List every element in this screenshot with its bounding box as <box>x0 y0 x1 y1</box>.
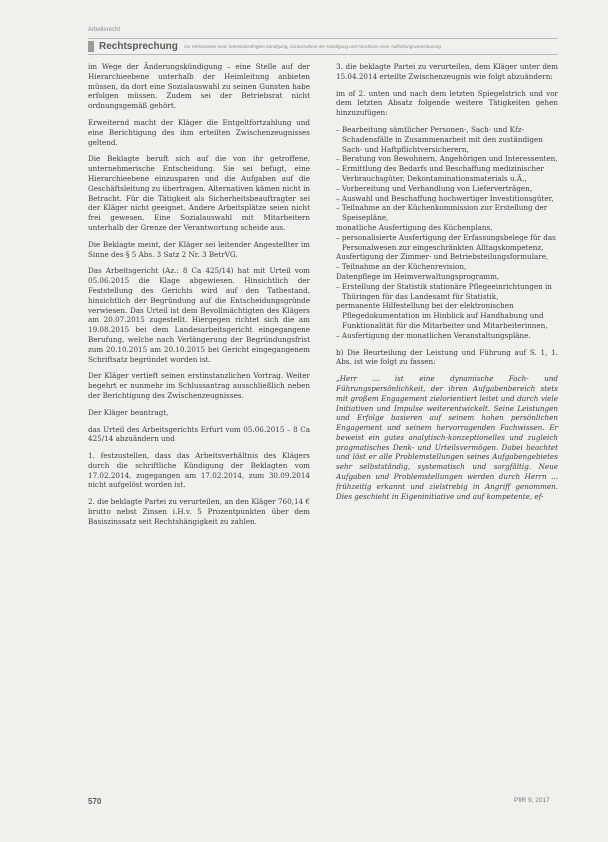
list-item: – Teilnahme an der Küchenkommission zur Erstellung der Speisepläne, <box>336 203 548 223</box>
section-subtitle: Zur Wirksamkeit einer betriebsbedingten Kündigung, Zurücknahme der Kündigung und Abschluss einer Aufhebungsvereinbarung <box>183 44 441 49</box>
paragraph: 1. festzustellen, dass das Arbeitsverhältnis des Klägers durch die schriftliche Kündigung der Beklagten vom 17.02.2014, zugegangen am 17.02.2014, zum 30.09.2014 nicht aufgelöst worden ist. <box>88 451 310 490</box>
list-item: – Auswahl und Beschaffung hochwertiger Investitionsgüter, <box>336 193 554 203</box>
paragraph: Die Beklagte beruft sich auf die von ihr getroffene, unternehmerische Entscheidung. Sie sei befugt, eine Hierarchieebene einzusparen und die Aufgaben auf die Geschäftsleitung zu übertragen. Alternativen kämen nicht in Betracht. Für die Tätigkeit als Sicherheitsbeauftragter sei der Kläger nicht geeignet. Andere Arbeitsplätze seien nicht frei gewesen. Eine Sozialauswahl mit Mitarbeitern unterhalb der Grenze der Verantwortung scheide aus. <box>88 154 310 232</box>
paragraph: b) Die Beurteilung der Leistung und Führung auf S. 1, 1. Abs. ist wie folgt zu fassen: <box>336 347 558 367</box>
list-item: permanente Hilfestellung bei der elektronischen Pflegedokumentation im Hinblick auf Handhabung und Funktionalität für die Mitarbeiter und Mitarbeiterinnen, <box>336 301 548 330</box>
list-item: – Erstellung der Statistik stationäre Pflegeeinrichtungen in Thüringen für das Landesamt für Statistik, <box>336 281 552 301</box>
list-item: – Ausfertigung der monatlichen Veranstaltungspläne. <box>336 330 531 340</box>
section-header <box>88 38 558 55</box>
list-item: – Ermittlung des Bedarfs und Beschaffung medizinischer Verbrauchsgüter, Dekontaminationsmaterials u.Ä., <box>336 164 544 183</box>
paragraph: 3. die beklagte Partei zu verurteilen, dem Kläger unter dem 15.04.2014 erteilte Zwischenzeugnis wie folgt abzuändern: <box>336 62 558 81</box>
paragraph: Die Beklagte meint, der Kläger sei leitender Angestellter im Sinne des § 5 Abs. 3 Satz 2 Nr. 3 BetrVG. <box>88 239 310 259</box>
journal-reference: PflR 9, 2017 <box>514 797 550 804</box>
running-head: Arbeitsrecht <box>88 27 121 33</box>
quoted-reference-text: „Herr ... ist eine dynamische Fach- und Führungspersönlichkeit, der ihren Aufgabenbereich stets mit großem Engagement zielorientiert leitet und durch viele Initiativen und Impulse weiterentwickelt. Seine Leistungen und Erfolge basieren auf seinem hohen persönlichen Engagement und seinem hervorragenden Fachwissen. Er beweist ein gutes analytisch-konzeptionelles und zugleich pragmatisches Denk- und Urteilsvermögen. Dabei beachtet und löst er alle Problemstellungen seines Aufgabengebietes sehr selbstständig, systematisch und sorgfältig. Neue Aufgaben und Problemstellungen werden durch Herrn ... frühzeitig erkannt und zielstrebig in Angriff genommen. Dies geschieht in Eigeninitiative und auf kompetente, ef- <box>336 374 558 501</box>
paragraph: Das Arbeitsgericht (Az.: 8 Ca 425/14) hat mit Urteil vom 05.06.2015 die Klage abgewiesen. Hinsichtlich der Feststellung des Gerichts wird auf den Tatbestand, hinsichtlich der Begründung auf die Entscheidungsgründe verwiesen. Das Urteil ist dem Bevollmächtigten des Klägers am 20.07.2015 zugestellt. Hiergegen richtet sich die am 19.08.2015 bei dem Landesarbeitsgericht eingegangene Berufung, welche nach Verlängerung der Begründungsfrist zum 20.10.2015 am 20.10.2015 bei Gericht eingegangenem Schriftsatz begründet worden ist. <box>88 266 310 364</box>
task-list <box>336 125 558 341</box>
list-item: – Teilnahme an der Küchenrevision, <box>336 262 467 272</box>
paragraph: Der Kläger beantragt, <box>88 407 169 417</box>
header-marker <box>88 41 94 52</box>
right-column <box>336 62 558 508</box>
paragraph: im Wege der Änderungskündigung – eine Stelle auf der Hierarchieebene unterhalb der Heimleitung anbieten müssen, da dort eine Sozialauswahl zu seinen Gunsten habe erfolgen müssen. Zudem sei der Betriebsrat nicht ordnungsgemäß gehört. <box>88 62 310 111</box>
paragraph: 2. die beklagte Partei zu verurteilen, an den Kläger 760,14 € brutto nebst Zinsen i.H.v. 5 Prozentpunkten über dem Basiszinssatz seit Rechtshängigkeit zu zahlen. <box>88 497 310 526</box>
page-number: 570 <box>88 797 102 806</box>
list-item: – personalisierte Ausfertigung der Erfassungsbelege für das Personalwesen zur eingeschränkten Alltagskompetenz, <box>336 232 556 252</box>
list-item: Ausfertigung der Zimmer- und Betriebsteilungsformulare, <box>336 252 549 262</box>
left-column <box>88 62 310 534</box>
list-item: Datenpflege im Heimverwaltungsprogramm, <box>336 271 500 281</box>
list-item: – Vorbereitung und Verhandlung von Lieferverträgen, <box>336 183 533 193</box>
list-item: – Bearbeitung sämtlicher Personen-, Sach- und Kfz-Schadensfälle in Zusammenarbeit mit den zuständigen Sach- und Haftpflichtversicherern, <box>336 124 543 154</box>
section-title: Rechtsprechung <box>99 41 178 52</box>
paragraph: das Urteil des Arbeitsgerichts Erfurt vom 05.06.2015 – 8 Ca 425/14 abzuändern und <box>88 424 310 444</box>
paragraph: Der Kläger vertieft seinen erstinstanzlichen Vortrag. Weiter begehrt er nunmehr im Schlussantrag ausschließlich neben der Berichtigung des Zwischenzeugnisses. <box>88 371 310 400</box>
list-item: – Beratung von Bewohnern, Angehörigen und Interessenten, <box>336 154 558 164</box>
paragraph: im of 2. unten und nach dem letzten Spiegelstrich und vor dem letzten Absatz folgende weitere Tätigkeiten gehen hinzuzufügen: <box>336 88 558 118</box>
paragraph: Erweiternd macht der Kläger die Entgeltfortzahlung und eine Berichtigung des ihm erteilten Zwischenzeugnisses geltend. <box>88 117 310 147</box>
list-item: monatliche Ausfertigung des Küchenplans, <box>336 222 493 232</box>
